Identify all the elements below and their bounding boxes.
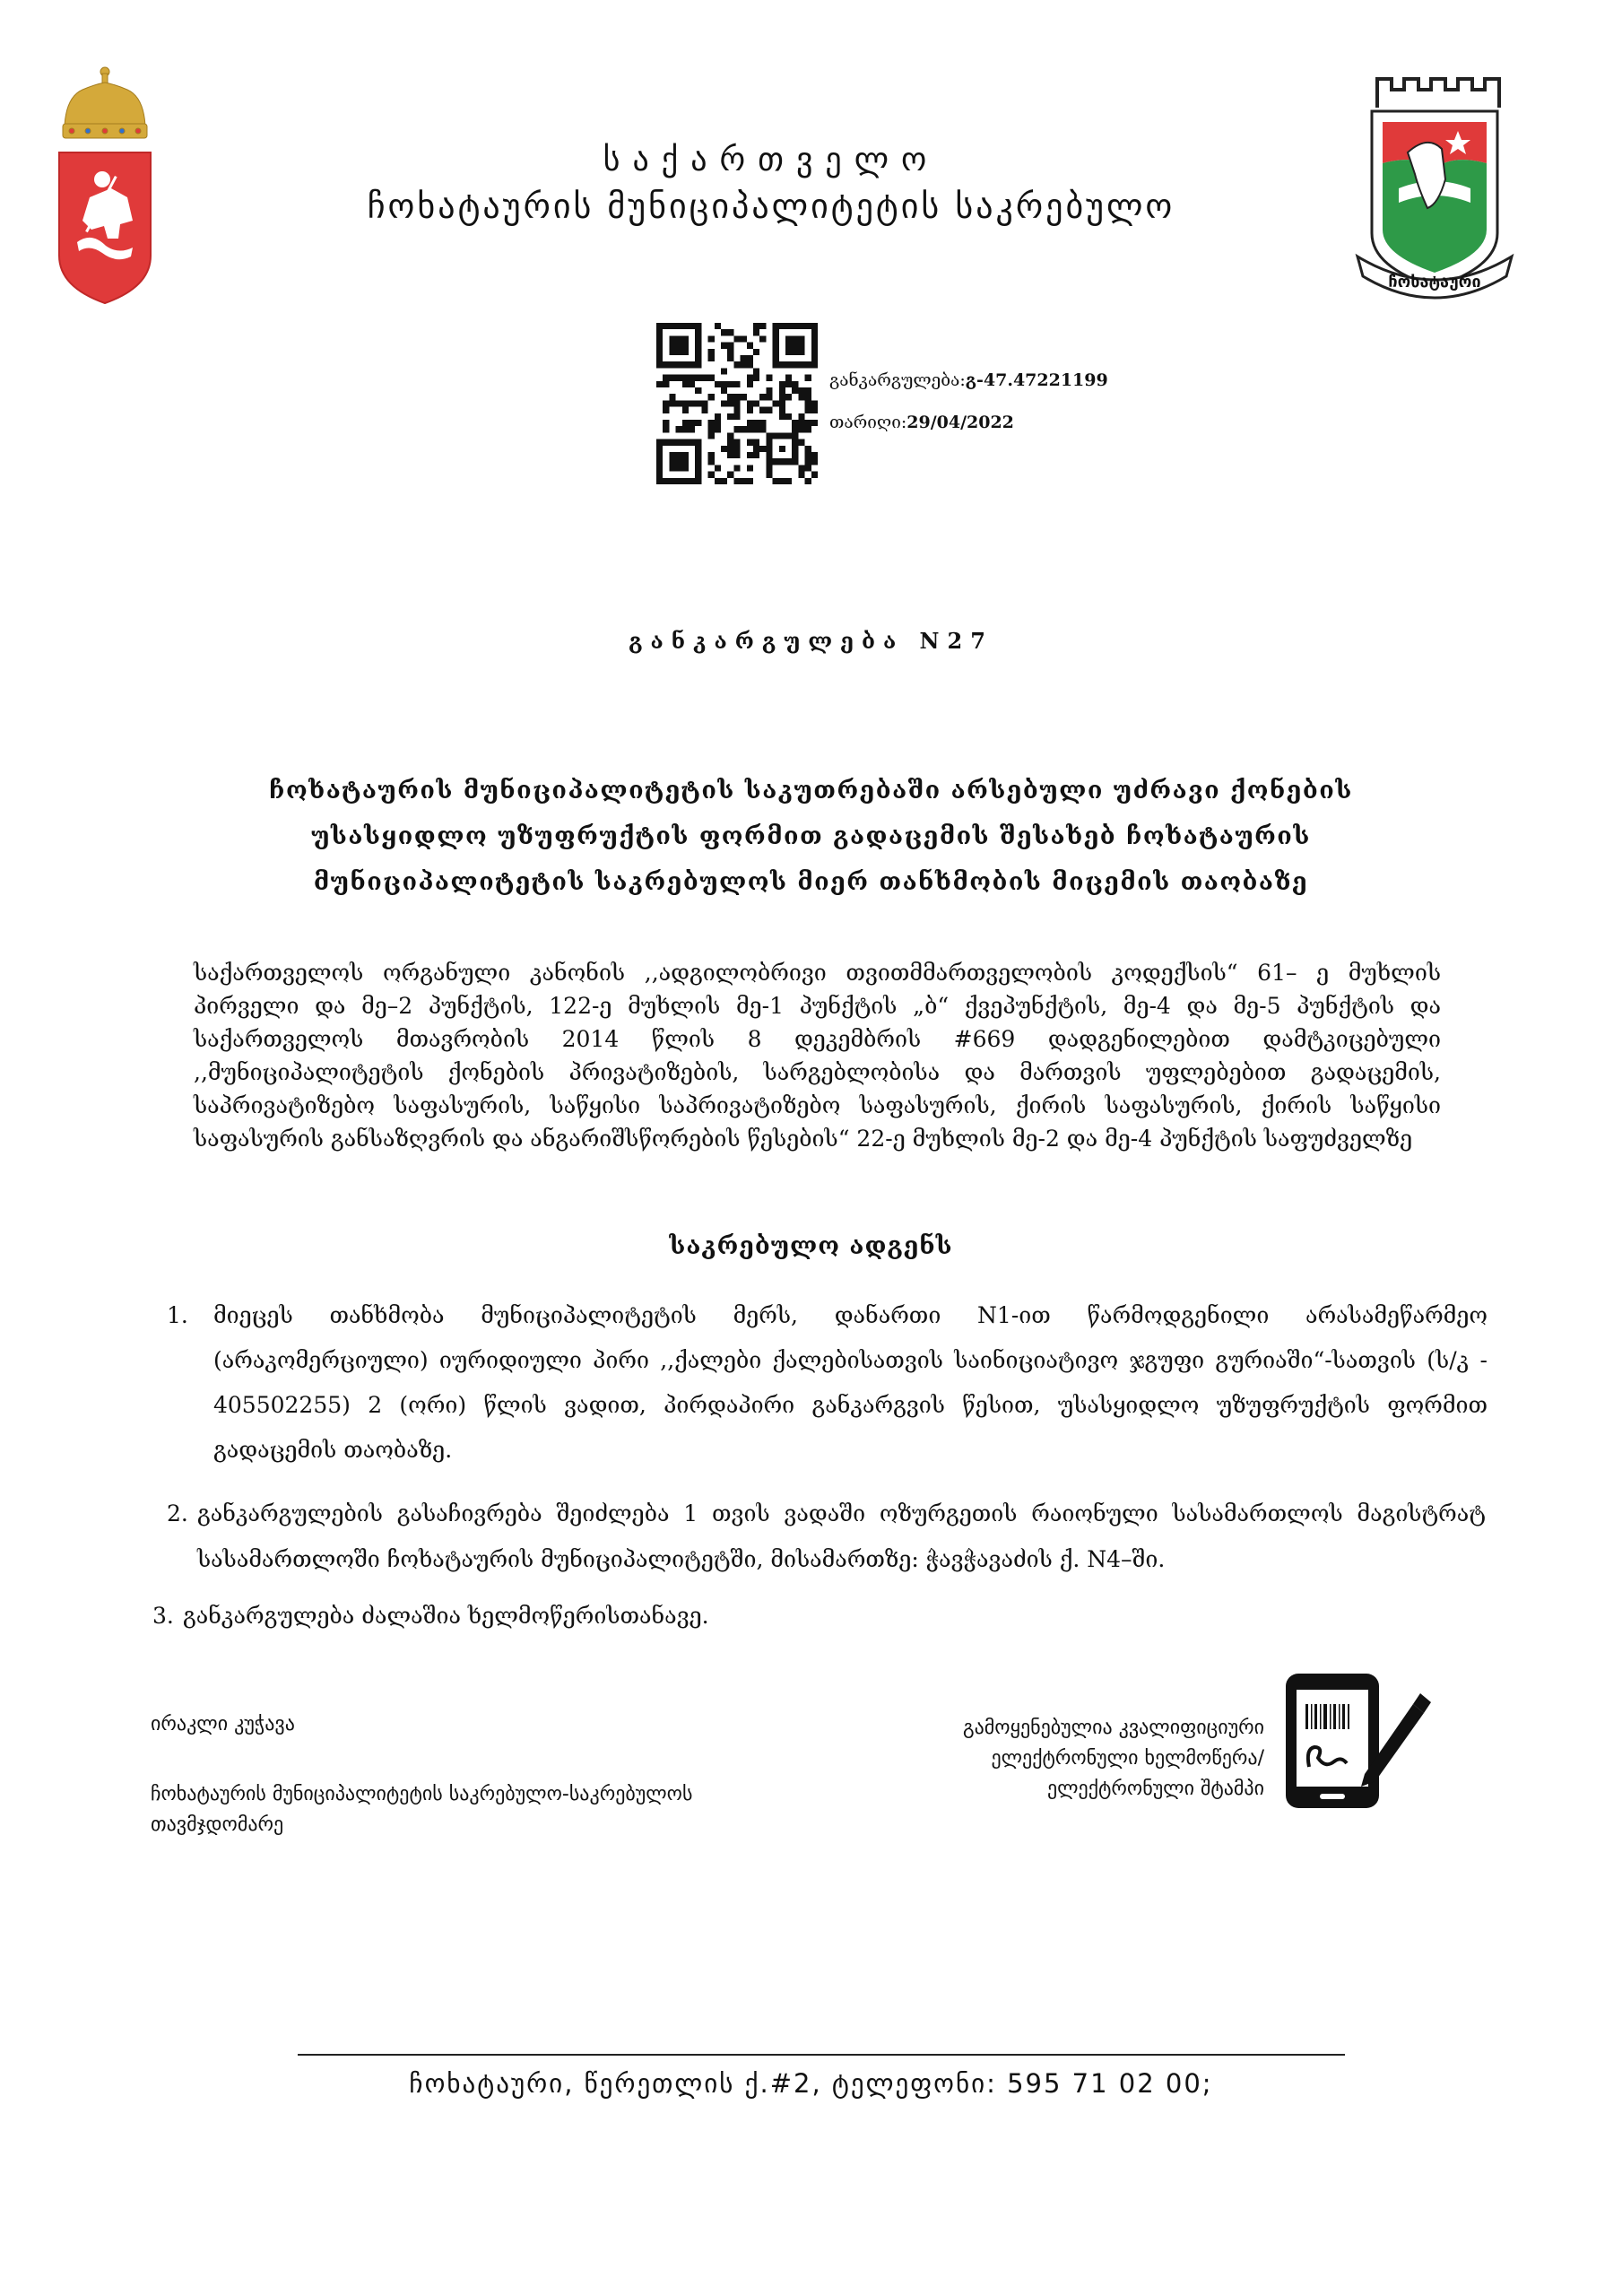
date-value: 29/04/2022 (906, 413, 1014, 432)
decree-label: განკარგულება: (829, 370, 966, 390)
item-number: 3. (152, 1603, 174, 1629)
item-number: 2. (167, 1500, 188, 1526)
preamble-paragraph: საქართველოს ორგანული კანონის ,,ადგილობრივი თვითმმართველობის კოდექსის“ 61– ე მუხლის პირველი და მე–2 პუნქტის, 122-ე მუხლის მე-1 პუნქტის „ბ“ ქვეპუნქტის, მე-4 და მე-5 პუნქტის და საქართველოს მთავრობის 2014 წლის 8 დეკემბრის #669 დადგენილებით დამტკიცებული ,,მუნიციპალიტეტის ქონების პრივატიზების, სარგებლობისა და მართვის უფლებებით გადაცემის, საპრივატიზებო საფასურის, საწყისი საპრივატიზებო საფასურის, ქირის საფასურის, ქირის საწყისი საფასურის განსაზღვრის და ანგარიშსწორების წესების“ 22-ე მუხლის მე-2 და მე-4 პუნქტის საფუძველზე (194, 960, 1441, 1152)
electronic-signature-note: გამოყენებულია კვალიფიციური ელექტრონული ხელმოწერა/ ელექტრონული შტამპი (962, 1717, 1264, 1800)
decision-item-1 (167, 1293, 1488, 1473)
decree-value: გ-47.47221199 (965, 370, 1108, 390)
item-text: განკარგულების გასაჩივრება შეიძლება 1 თვის ვადაში ოზურგეთის რაიონული სასამართლოს მაგისტრატ სასამართლოში ჩოხატაურის მუნიციპალიტეტში, მისამართზე: ჭავჭავაძის ქ. N4–ში. (197, 1500, 1486, 1572)
header-country: საქართველო (603, 142, 940, 178)
header-council-name: ჩოხატაურის მუნიციპალიტეტის საკრებულო (367, 187, 1175, 226)
item-text: მიეცეს თანხმობა მუნიციპალიტეტის მერს, დანართი N1-ით წარმოდგენილი არასამეწარმეო (არაკომერციული) იურიდიული პირი ,,ქალები ქალებისათვის საინიციატივო ჯგუფი გურიაში“-სათვის (ს/კ - 405502255) 2 (ორი) წლის ვადით, პირდაპირი განკარგვის წესით, უსასყიდლო უზუფრუქტის ფორმით გადაცემის თაობაზე. (213, 1302, 1488, 1463)
date-label: თარიღი: (829, 413, 907, 432)
document-subject: ჩოხატაურის მუნიციპალიტეტის საკუთრებაში არსებული უძრავი ქონების უსასყიდლო უზუფრუქტის ფორმით გადაცემის შესახებ ჩოხატაურის მუნიციპალიტეტის საკრებულოს მიერ თანხმობის მიცემის თაობაზე (269, 777, 1353, 896)
footer-address: ჩოხატაური, წერეთლის ქ.#2, ტელეფონი: 595 71 02 00; (409, 2068, 1213, 2099)
qr-code-icon (656, 323, 818, 484)
electronic-signature-icon (1279, 1668, 1431, 1812)
signatory-name: ირაკლი კუჭავა (151, 1713, 295, 1735)
signatory-position: ჩოხატაურის მუნიციპალიტეტის საკრებულო-საკრებულოს თავმჯდომარე (151, 1783, 693, 1836)
council-decides-heading: საკრებულო ადგენს (669, 1232, 953, 1260)
georgia-coat-of-arms-icon (56, 63, 154, 305)
decision-item-2 (152, 1491, 1486, 1582)
decree-number-line (829, 370, 1108, 390)
footer-divider (298, 2054, 1345, 2056)
decision-item-3 (152, 1598, 1441, 1634)
date-line (829, 413, 1014, 432)
document-title: განკარგულება N27 (629, 628, 993, 654)
item-text: განკარგულება ძალაშია ხელმოწერისთანავე. (183, 1603, 709, 1629)
item-number: 1. (167, 1302, 188, 1328)
emblem-label: ჩოხატაური (1388, 273, 1481, 291)
chokhatauri-emblem-icon (1345, 63, 1524, 307)
